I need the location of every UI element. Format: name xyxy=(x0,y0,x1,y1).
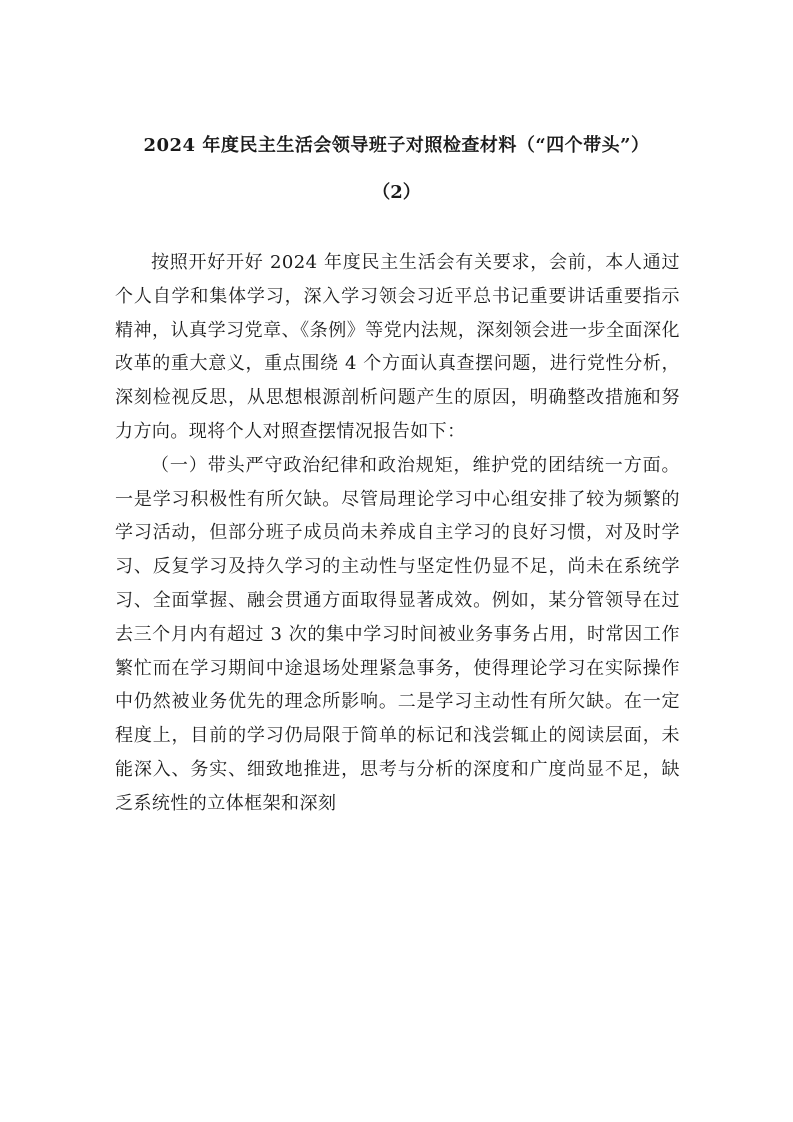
document-subtitle: （2） xyxy=(372,182,421,203)
intro-paragraph: 按照开好开好 2024 年度民主生活会有关要求，会前，本人通过个人自学和集体学习，深入学习领会习近平总书记重要讲话重要指示精神，认真学习党章、《条例》等党内法规，深刻领会进一步全面深化改革的重大意义，重点围绕 4 个方面认真查摆问题，进行党性分析，深刻检视反思，从思想根源剖析问题产生的原因，明确整改措施和努力方向。现将个人对照查摆情况报告如下： xyxy=(115,252,680,442)
document-title: 2024 年度民主生活会领导班子对照检查材料（“四个带头”） xyxy=(143,135,650,156)
title-block xyxy=(100,126,693,213)
section-one-paragraph: （一）带头严守政治纪律和政治规矩，维护党的团结统一方面。一是学习积极性有所欠缺。尽管局理论学习中心组安排了较为频繁的学习活动，但部分班子成员尚未养成自主学习的良好习惯，对及时学习、反复学习及持久学习的主动性与坚定性仍显不足，尚未在系统学习、全面掌握、融会贯通方面取得显著成效。例如，某分管领导在过去三个月内有超过 3 次的集中学习时间被业务事务占用，时常因工作繁忙而在学习期间中途退场处理紧急事务，使得理论学习在实际操作中仍然被业务优先的理念所影响。二是学习主动性有所欠缺。在一定程度上，目前的学习仍局限于简单的标记和浅尝辄止的阅读层面，未能深入、务实、细致地推进，思考与分析的深度和广度尚显不足，缺乏系统性的立体框架和深刻 xyxy=(115,454,680,814)
document-body xyxy=(115,246,680,821)
